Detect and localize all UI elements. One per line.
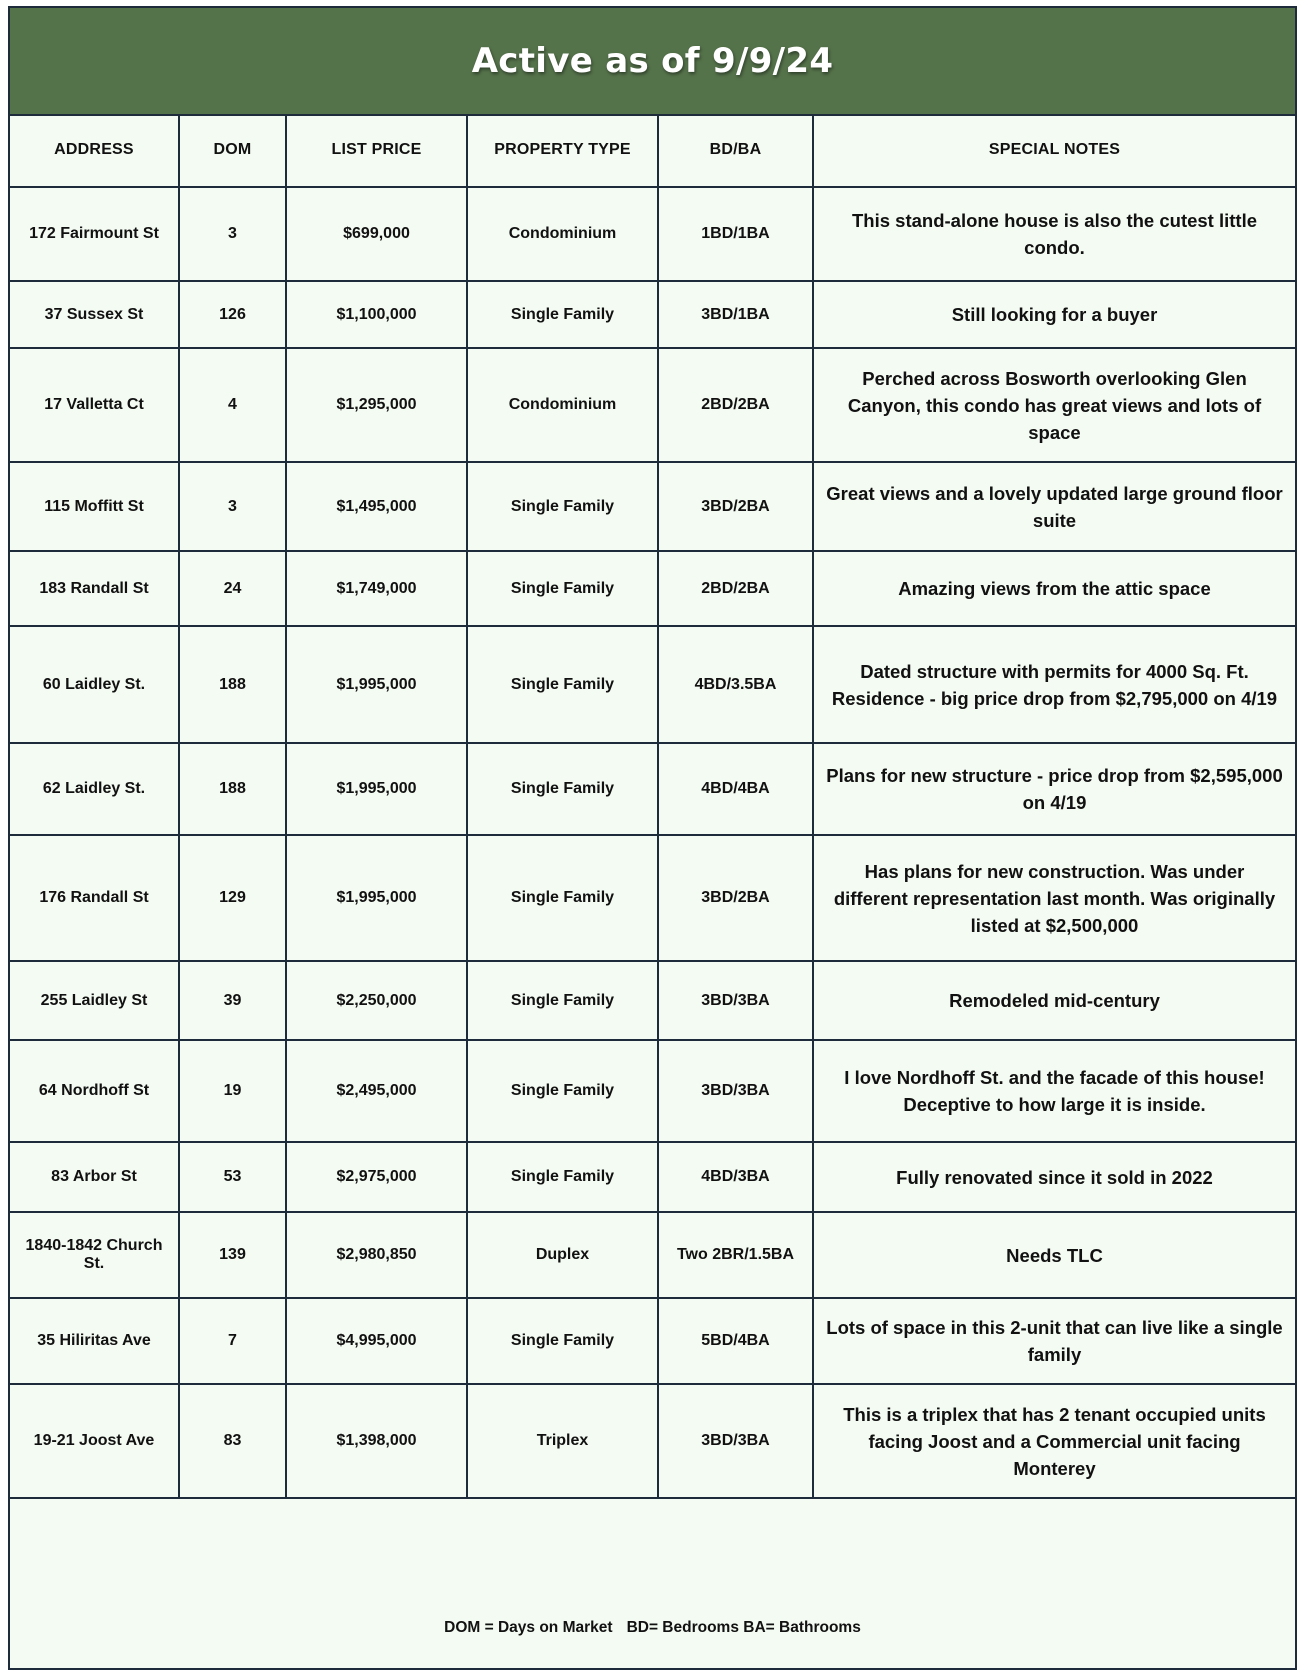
legend-footer [10,1588,1295,1668]
listings-sheet [8,6,1297,1670]
column-header-list-price: LIST PRICE [286,114,467,187]
property-type-cell: Single Family [467,281,658,348]
dom-cell: 129 [179,835,286,961]
page-title: Active as of 9/9/24 [471,41,834,81]
list-price-cell: $2,495,000 [286,1040,467,1142]
list-price-cell: $1,995,000 [286,835,467,961]
list-price-cell: $1,995,000 [286,626,467,743]
title-banner [10,8,1295,116]
dom-cell: 3 [179,187,286,281]
special-notes-cell: Lots of space in this 2-unit that can live like a single family [813,1298,1295,1384]
address-cell: 183 Randall St [10,551,179,626]
property-type-cell: Single Family [467,835,658,961]
table-row [10,626,1295,743]
property-type-cell: Triplex [467,1384,658,1498]
column-header-special-notes: SPECIAL NOTES [813,114,1295,187]
address-cell: 172 Fairmount St [10,187,179,281]
table-row [10,462,1295,551]
bd-ba-cell: 3BD/3BA [658,1040,813,1142]
list-price-cell: $1,749,000 [286,551,467,626]
address-cell: 115 Moffitt St [10,462,179,551]
address-cell: 1840-1842 Church St. [10,1212,179,1298]
address-cell: 35 Hiliritas Ave [10,1298,179,1384]
table-row [10,1298,1295,1384]
special-notes-cell: Dated structure with permits for 4000 Sq. Ft. Residence - big price drop from $2,795,000 on 4/19 [813,626,1295,743]
table-row [10,281,1295,348]
dom-cell: 7 [179,1298,286,1384]
dom-cell: 19 [179,1040,286,1142]
special-notes-cell: Has plans for new construction. Was under different representation last month. Was originally listed at $2,500,000 [813,835,1295,961]
table-row [10,743,1295,835]
property-type-cell: Single Family [467,743,658,835]
special-notes-cell: Perched across Bosworth overlooking Glen Canyon, this condo has great views and lots of space [813,348,1295,462]
list-price-cell: $4,995,000 [286,1298,467,1384]
special-notes-cell: Amazing views from the attic space [813,551,1295,626]
table-row [10,1384,1295,1498]
list-price-cell: $2,980,850 [286,1212,467,1298]
special-notes-cell: Great views and a lovely updated large ground floor suite [813,462,1295,551]
bd-ba-cell: 2BD/2BA [658,348,813,462]
table-row [10,961,1295,1040]
address-cell: 19-21 Joost Ave [10,1384,179,1498]
bd-ba-cell: 1BD/1BA [658,187,813,281]
column-header-property-type: PROPERTY TYPE [467,114,658,187]
bd-ba-cell: 2BD/2BA [658,551,813,626]
column-header-address: ADDRESS [10,114,179,187]
dom-cell: 3 [179,462,286,551]
bd-ba-cell: 4BD/4BA [658,743,813,835]
property-type-cell: Single Family [467,1142,658,1212]
table-row [10,551,1295,626]
bd-ba-cell: 3BD/3BA [658,1384,813,1498]
dom-cell: 39 [179,961,286,1040]
property-type-cell: Single Family [467,462,658,551]
bd-ba-cell: 3BD/2BA [658,835,813,961]
dom-cell: 188 [179,626,286,743]
column-header-dom: DOM [179,114,286,187]
address-cell: 17 Valletta Ct [10,348,179,462]
table-row [10,1142,1295,1212]
list-price-cell: $2,975,000 [286,1142,467,1212]
dom-cell: 126 [179,281,286,348]
column-header-bd-ba: BD/BA [658,114,813,187]
special-notes-cell: This is a triplex that has 2 tenant occupied units facing Joost and a Commercial unit facing Monterey [813,1384,1295,1498]
special-notes-cell: Remodeled mid-century [813,961,1295,1040]
list-price-cell: $1,995,000 [286,743,467,835]
list-price-cell: $1,398,000 [286,1384,467,1498]
list-price-cell: $1,295,000 [286,348,467,462]
bd-ba-cell: Two 2BR/1.5BA [658,1212,813,1298]
address-cell: 83 Arbor St [10,1142,179,1212]
property-type-cell: Single Family [467,961,658,1040]
list-price-cell: $1,495,000 [286,462,467,551]
bdba-legend: BD= Bedrooms BA= Bathrooms [626,1619,861,1636]
dom-cell: 53 [179,1142,286,1212]
dom-cell: 4 [179,348,286,462]
dom-cell: 83 [179,1384,286,1498]
table-row [10,1040,1295,1142]
special-notes-cell: I love Nordhoff St. and the facade of this house! Deceptive to how large it is inside. [813,1040,1295,1142]
table-row [10,187,1295,281]
property-type-cell: Duplex [467,1212,658,1298]
special-notes-cell: This stand-alone house is also the cutest little condo. [813,187,1295,281]
property-type-cell: Single Family [467,626,658,743]
property-type-cell: Single Family [467,551,658,626]
table-row [10,1212,1295,1298]
address-cell: 37 Sussex St [10,281,179,348]
list-price-cell: $1,100,000 [286,281,467,348]
address-cell: 60 Laidley St. [10,626,179,743]
special-notes-cell: Still looking for a buyer [813,281,1295,348]
bd-ba-cell: 3BD/3BA [658,961,813,1040]
bd-ba-cell: 4BD/3.5BA [658,626,813,743]
address-cell: 255 Laidley St [10,961,179,1040]
listings-body [10,187,1295,1498]
address-cell: 64 Nordhoff St [10,1040,179,1142]
list-price-cell: $2,250,000 [286,961,467,1040]
property-type-cell: Single Family [467,1040,658,1142]
list-price-cell: $699,000 [286,187,467,281]
dom-cell: 139 [179,1212,286,1298]
property-type-cell: Condominium [467,348,658,462]
listings-table [10,114,1295,1499]
address-cell: 176 Randall St [10,835,179,961]
bd-ba-cell: 4BD/3BA [658,1142,813,1212]
dom-cell: 188 [179,743,286,835]
bd-ba-cell: 3BD/2BA [658,462,813,551]
header-row [10,114,1295,187]
table-row [10,835,1295,961]
table-row [10,348,1295,462]
property-type-cell: Condominium [467,187,658,281]
special-notes-cell: Plans for new structure - price drop from $2,595,000 on 4/19 [813,743,1295,835]
special-notes-cell: Needs TLC [813,1212,1295,1298]
address-cell: 62 Laidley St. [10,743,179,835]
property-type-cell: Single Family [467,1298,658,1384]
dom-legend: DOM = Days on Market [444,1619,613,1636]
bd-ba-cell: 3BD/1BA [658,281,813,348]
dom-cell: 24 [179,551,286,626]
bd-ba-cell: 5BD/4BA [658,1298,813,1384]
special-notes-cell: Fully renovated since it sold in 2022 [813,1142,1295,1212]
